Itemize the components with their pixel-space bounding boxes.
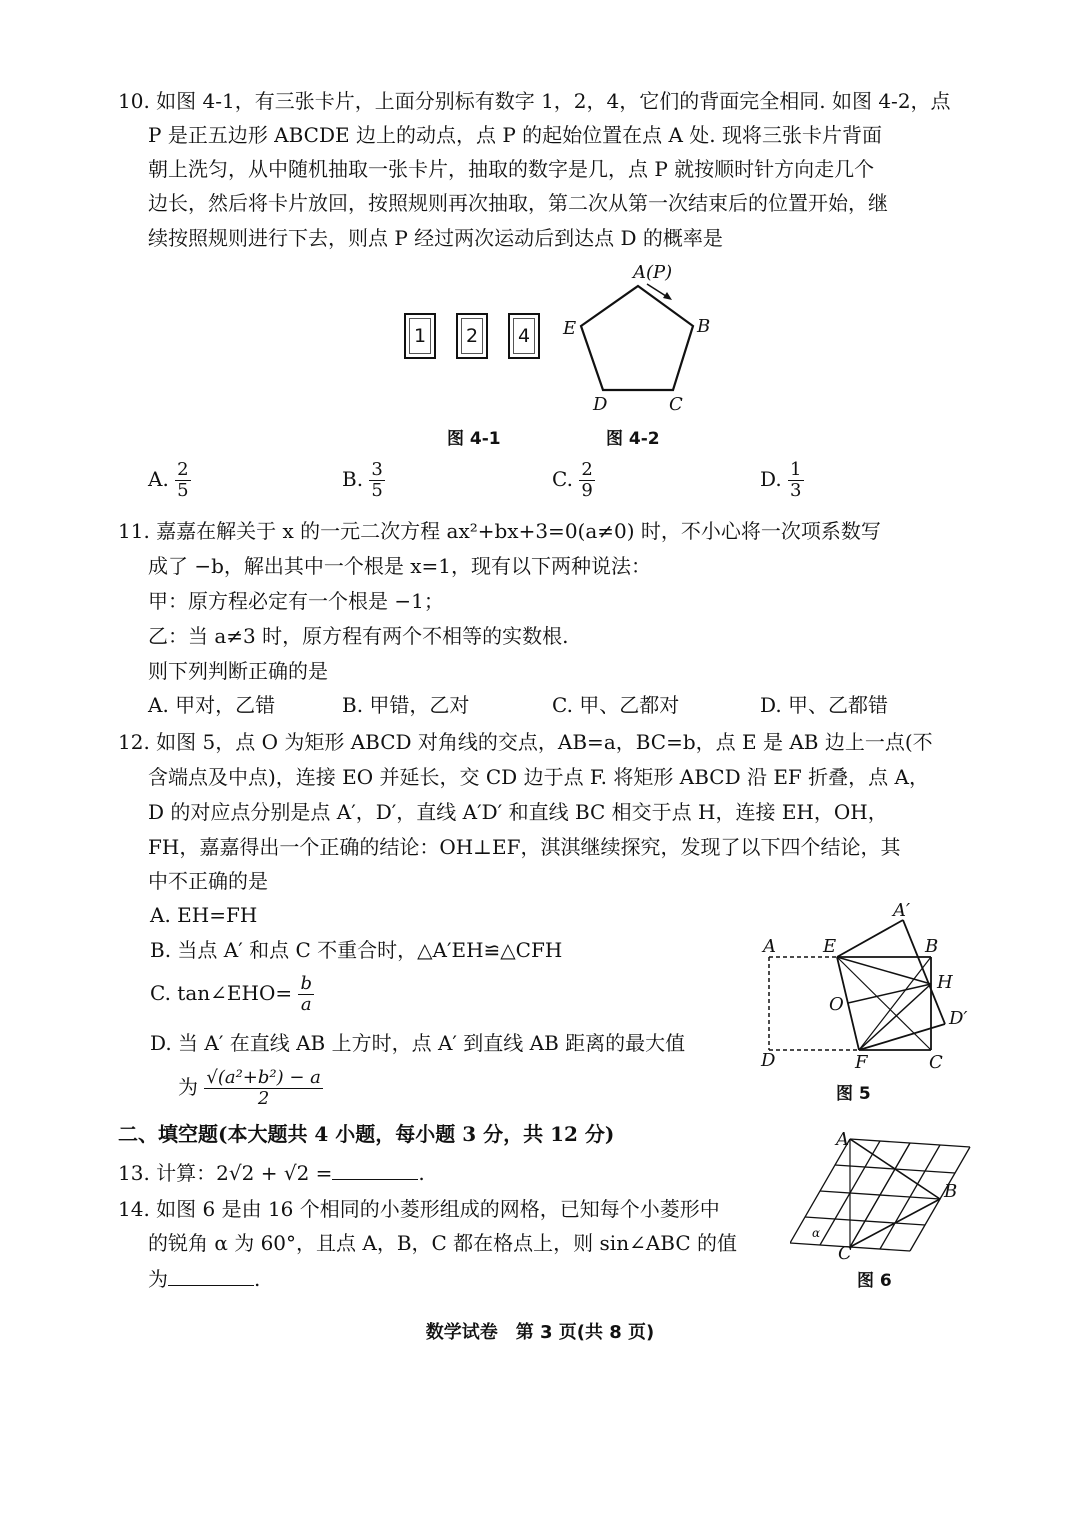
q14-line-2: 的锐角 α 为 60°，且点 A，B，C 都在格点上，则 sin∠ABC 的值 bbox=[148, 1231, 738, 1255]
fig6-label-a: A bbox=[836, 1129, 849, 1150]
q12-option-d-value: 为 $\frac{\text{√(a²+b²) − a}}{2}$ bbox=[178, 1067, 321, 1109]
card-4: 4 bbox=[508, 313, 540, 359]
label-a-p: A(P) bbox=[633, 262, 673, 283]
fig5-label-o: O bbox=[829, 994, 844, 1015]
fig5-label-b: B bbox=[925, 936, 939, 957]
pentagon-figure bbox=[555, 258, 725, 418]
page-footer: 数学试卷 第 3 页(共 8 页) bbox=[425, 1322, 655, 1343]
segment-oh bbox=[848, 984, 931, 1003]
card-1: 1 bbox=[404, 313, 436, 359]
fig-6-caption: 图 6 bbox=[857, 1271, 892, 1291]
q11-option-b: B. 甲错，乙对 bbox=[342, 693, 470, 717]
q14-line-1: 14. 如图 6 是由 16 个相同的小菱形组成的网格，已知每个小菱形中 bbox=[118, 1197, 720, 1221]
q12-option-d: D. 当 A′ 在直线 AB 上方时，点 A′ 到直线 AB 距离的最大值 bbox=[150, 1031, 686, 1055]
q13-answer-blank[interactable] bbox=[332, 1159, 418, 1180]
fig5-label-d-prime: D′ bbox=[949, 1008, 968, 1029]
q14-answer-blank[interactable] bbox=[168, 1265, 254, 1286]
q12-line-4: FH，嘉嘉得出一个正确的结论：OH⊥EF，淇淇继续探究，发现了以下四个结论，其 bbox=[148, 835, 901, 859]
fig-4-2-caption: 图 4-2 bbox=[606, 429, 660, 449]
fig6-label-b: B bbox=[944, 1181, 958, 1202]
segment-ea-prime bbox=[837, 920, 903, 957]
fig5-label-d: D bbox=[761, 1050, 776, 1071]
q13-line: 13. 计算：2√2 + √2 = . bbox=[118, 1161, 425, 1185]
fig5-label-h: H bbox=[937, 972, 953, 993]
card-2: 2 bbox=[456, 313, 488, 359]
q11-option-c: C. 甲、乙都对 bbox=[552, 693, 680, 717]
q11-option-a: A. 甲对，乙错 bbox=[148, 693, 276, 717]
q10-line-1: 10. 如图 4-1，有三张卡片，上面分别标有数字 1，2，4，它们的背面完全相同. 如图 4-2，点 bbox=[118, 89, 951, 113]
fig6-label-alpha: α bbox=[812, 1226, 821, 1240]
q10-line-2: P 是正五边形 ABCDE 边上的动点，点 P 的起始位置在点 A 处. 现将三张卡片背面 bbox=[148, 123, 883, 147]
q10-option-a: A. $\frac{2}{5}$ bbox=[148, 459, 189, 501]
label-c: C bbox=[669, 394, 683, 415]
q12-option-c: C. tan∠EHO= $\frac{b}{a}$ bbox=[150, 973, 312, 1015]
q12-line-3: D 的对应点分别是点 A′，D′，直线 A′D′ 和直线 BC 相交于点 H，连接 EH，OH， bbox=[148, 800, 888, 824]
label-d: D bbox=[593, 394, 608, 415]
q12-line-2: 含端点及中点)，连接 EO 并延长，交 CD 边于点 F. 将矩形 ABCD 沿 EF 折叠，点 A， bbox=[148, 765, 929, 789]
q12-line-5: 中不正确的是 bbox=[148, 869, 268, 893]
q11-line-1: 11. 嘉嘉在解关于 x 的一元二次方程 ax²+bx+3=0(a≠0) 时，不小心将一次项系数写 bbox=[118, 519, 881, 543]
q10-option-d: D. $\frac{1}{3}$ bbox=[760, 459, 802, 501]
label-e: E bbox=[563, 318, 577, 339]
segment-fb bbox=[859, 957, 931, 1050]
q12-option-b: B. 当点 A′ 和点 C 不重合时，△A′EH≌△CFH bbox=[150, 938, 563, 962]
q11-line-4: 乙：当 a≠3 时，原方程有两个不相等的实数根. bbox=[148, 624, 569, 648]
q12-line-1: 12. 如图 5，点 O 为矩形 ABCD 对角线的交点，AB=a，BC=b，点 E 是 AB 边上一点(不 bbox=[118, 730, 933, 754]
q10-line-5: 续按照规则进行下去，则点 P 经过两次运动后到达点 D 的概率是 bbox=[148, 226, 723, 250]
q14-line-3: 为 . bbox=[148, 1267, 261, 1291]
q11-option-d: D. 甲、乙都错 bbox=[760, 693, 889, 717]
fig-5-caption: 图 5 bbox=[836, 1084, 871, 1104]
fig6-label-c: C bbox=[838, 1243, 852, 1260]
fig5-label-e: E bbox=[823, 936, 837, 957]
q12-option-a: A. EH=FH bbox=[150, 903, 258, 927]
q10-line-4: 边长，然后将卡片放回，按照规则再次抽取，第二次从第一次结束后的位置开始，继 bbox=[148, 191, 888, 215]
segment-d-prime-f bbox=[859, 1024, 945, 1050]
q11-line-5: 则下列判断正确的是 bbox=[148, 659, 328, 683]
fig5-label-f: F bbox=[855, 1052, 868, 1073]
fig-4-1-caption: 图 4-1 bbox=[447, 429, 501, 449]
figure-6 bbox=[790, 1125, 980, 1260]
q10-option-b: B. $\frac{3}{5}$ bbox=[342, 459, 383, 501]
q10-line-3: 朝上洗匀，从中随机抽取一张卡片，抽取的数字是几，点 P 就按顺时针方向走几个 bbox=[148, 157, 875, 181]
arrow-head bbox=[663, 292, 672, 300]
q10-option-c: C. $\frac{2}{9}$ bbox=[552, 459, 593, 501]
q11-line-2: 成了 −b，解出其中一个根是 x=1，现有以下两种说法： bbox=[148, 554, 652, 578]
fig5-label-c: C bbox=[929, 1052, 943, 1073]
fig5-label-a-prime: A′ bbox=[893, 900, 911, 921]
section-2-title: 二、填空题(本大题共 4 小题，每小题 3 分，共 12 分) bbox=[118, 1122, 615, 1146]
figure-5 bbox=[755, 900, 980, 1080]
pentagon-shape bbox=[581, 286, 693, 390]
q11-line-3: 甲：原方程必定有一个根是 −1； bbox=[148, 589, 444, 613]
label-b: B bbox=[697, 316, 711, 337]
fig5-label-a: A bbox=[763, 936, 776, 957]
